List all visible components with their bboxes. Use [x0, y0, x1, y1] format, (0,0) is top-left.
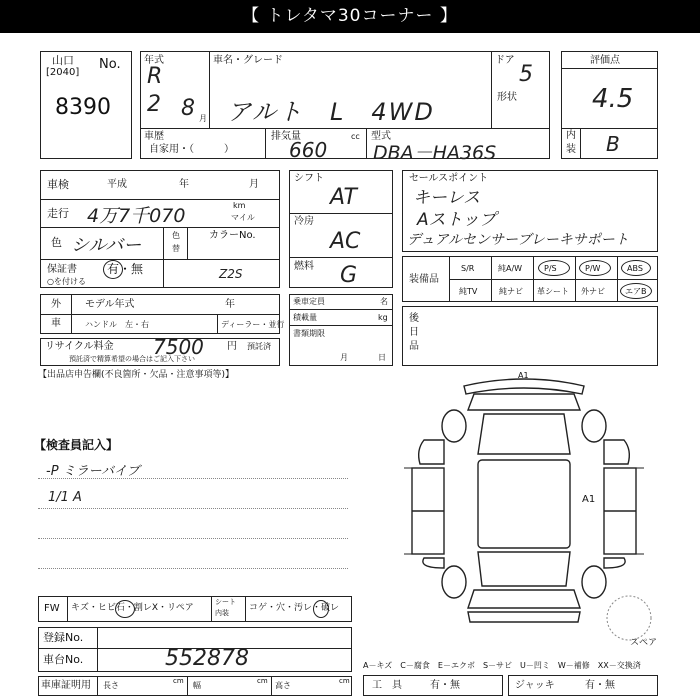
- page-banner: 【 トレタマ30コーナー 】: [0, 0, 700, 33]
- foreign-year-label: 年: [225, 299, 235, 310]
- capacity-box: [289, 294, 393, 366]
- vehicle-header-box: [140, 51, 550, 164]
- color-value: シルバー: [71, 235, 142, 256]
- equipment-item: 純TV: [459, 287, 478, 296]
- cert-height-label: 高さ: [275, 681, 291, 690]
- docs-day: 日: [378, 353, 386, 362]
- equipment-label: 装備品: [409, 274, 439, 285]
- displacement-value: 660: [289, 138, 328, 162]
- car-name-label: 車名・グレード: [213, 55, 283, 66]
- cert-unit: cm: [257, 677, 268, 685]
- chassis-value: 552878: [165, 646, 249, 671]
- foreign-handle-label: ハンドル 左・右: [85, 320, 149, 329]
- registration-label: 登録No.: [43, 631, 84, 644]
- fw-label: FW: [44, 603, 60, 614]
- docs-label: 書類期限: [293, 329, 325, 338]
- shift-ac-fuel-box: [289, 170, 393, 288]
- inspector-note-line: -P ミラーバイブ: [46, 464, 140, 479]
- interior-value: B: [606, 132, 620, 156]
- cert-unit: cm: [173, 677, 184, 685]
- lot-number: 8390: [55, 95, 111, 120]
- inspection-label: 車検: [47, 178, 69, 191]
- color-change-label-2: 替: [172, 244, 180, 253]
- equipment-item: 純A/W: [498, 264, 523, 273]
- damage-mark-side: A1: [582, 494, 596, 505]
- interior-label-2: 装: [566, 144, 576, 155]
- mileage-unit-mile: マイル: [231, 213, 255, 222]
- year-era: R: [147, 64, 163, 89]
- garage-cert-box: [38, 676, 352, 696]
- year-month-label: 月: [199, 114, 207, 123]
- seller-notes-label: 【出品店申告欄(不良箇所・欠品・注意事項等)】: [38, 370, 235, 380]
- tools-label: 工 具: [372, 680, 402, 691]
- equipment-selected-circle: [579, 260, 611, 276]
- equipment-item: P/S: [544, 264, 557, 273]
- grade-value: 4.5: [592, 84, 634, 114]
- mileage-unit-km: km: [233, 201, 246, 210]
- recycle-unit: 円: [227, 341, 237, 352]
- equipment-selected-circle: [538, 260, 570, 276]
- fuel-value: G: [340, 263, 358, 288]
- cert-width-label: 幅: [193, 681, 201, 690]
- color-change-label-1: 色: [172, 231, 180, 240]
- equipment-item: P/W: [585, 264, 601, 273]
- damage-mark-front: A1: [518, 371, 529, 380]
- shift-value: AT: [330, 185, 357, 210]
- color-no-value: Z2S: [219, 267, 243, 281]
- foreign-model-year-label: モデル年式: [85, 299, 135, 310]
- model-code-value: DBA－HA36S: [373, 142, 497, 164]
- capacity-unit: 名: [380, 297, 388, 306]
- mileage-label: 走行: [47, 207, 69, 220]
- foreign-dealer-label: ディーラー・並行: [221, 320, 285, 329]
- spare-label: スペア: [630, 638, 658, 648]
- displacement-unit: cc: [351, 132, 360, 141]
- sales-point-line: Aストップ: [417, 210, 497, 230]
- sales-points-label: セールスポイント: [409, 173, 489, 184]
- fw-sheet-label-2: 内装: [215, 609, 229, 617]
- grade-label: 評価点: [590, 55, 620, 66]
- jack-box: [508, 675, 658, 696]
- fw-selected-circle: [115, 600, 135, 618]
- venue-label: 山口: [52, 54, 74, 67]
- later-items-box: [402, 306, 658, 366]
- sales-point-line: キーレス: [413, 188, 481, 208]
- inspection-month: 月: [249, 179, 259, 190]
- vehicle-details-box: [40, 170, 280, 288]
- jack-label: ジャッキ: [515, 680, 555, 691]
- history-label: 車歴: [144, 131, 164, 142]
- aircon-value: AC: [330, 229, 361, 254]
- shape-label: 形状: [497, 92, 517, 103]
- cert-unit: cm: [339, 677, 350, 685]
- grade-box: [561, 51, 658, 159]
- registration-box: [38, 627, 352, 672]
- inspection-year: 年: [179, 179, 189, 190]
- sales-points-box: [402, 170, 658, 252]
- interior-label-1: 内: [566, 130, 576, 141]
- recycle-label: リサイクル料金: [45, 341, 114, 352]
- equipment-item: 革シート: [537, 287, 569, 296]
- venue-code: [2040]: [46, 67, 80, 78]
- cert-label: 車庫証明用: [41, 680, 91, 691]
- later-label: 品: [409, 341, 419, 352]
- equipment-box: [402, 256, 658, 302]
- fw-sheet-items: コゲ・穴・汚レ・破レ: [249, 603, 340, 613]
- warranty-label: 保証書: [47, 264, 77, 275]
- fuel-label: 燃料: [294, 261, 314, 272]
- car-name-value: アルト L 4WD: [227, 98, 435, 126]
- equipment-item: S/R: [461, 264, 475, 273]
- inspector-label: 【検査員記入】: [34, 438, 119, 452]
- displacement-label: 排気量: [271, 131, 301, 142]
- fw-sheet-label-1: シート: [215, 598, 236, 606]
- fw-items: キズ・ヒビ石・割レX・リペア: [71, 603, 194, 613]
- foreign-label-2: 車: [51, 318, 61, 329]
- capacity-label: 乗車定員: [293, 297, 325, 306]
- year-label: 年式: [144, 55, 164, 66]
- warranty-options: 有・無: [107, 262, 144, 276]
- inspection-era: 平成: [107, 179, 127, 190]
- shift-label: シフト: [294, 173, 324, 184]
- fw-sheet-selected-circle: [313, 600, 329, 618]
- equipment-item: ABS: [627, 264, 643, 273]
- year-month-value: 8: [181, 96, 195, 121]
- color-no-label: カラーNo.: [209, 230, 256, 241]
- docs-month: 月: [340, 353, 348, 362]
- lot-no-label: No.: [99, 57, 121, 72]
- load-unit: kg: [378, 313, 388, 322]
- chassis-label: 車台No.: [43, 653, 84, 666]
- model-code-label: 型式: [371, 131, 391, 142]
- year-value: 2: [147, 92, 161, 117]
- history-options: 自家用・（ ）: [149, 144, 234, 155]
- mileage-value: 4万7千070: [87, 205, 186, 227]
- tools-options: 有・無: [430, 680, 460, 691]
- equipment-item: 外ナビ: [581, 287, 605, 296]
- equipment-selected-circle: [621, 260, 651, 276]
- damage-legend: A－キズ C－腐食 E－エクボ S－サビ U－凹ミ W－補修 XX－交換済: [363, 661, 641, 670]
- foreign-car-box: [40, 294, 285, 334]
- tools-box: [363, 675, 503, 696]
- inspector-note-line: 1/1 A: [48, 490, 82, 505]
- car-damage-diagram: [404, 368, 654, 648]
- cert-length-label: 長さ: [103, 681, 119, 690]
- foreign-label-1: 外: [51, 299, 61, 310]
- lot-box: [40, 51, 132, 159]
- equipment-item: エアB: [625, 287, 647, 296]
- later-label: 日: [409, 327, 419, 338]
- jack-options: 有・無: [585, 680, 615, 691]
- sales-point-line: デュアルセンサーブレーキサポート: [407, 232, 629, 248]
- equipment-item: 純ナビ: [499, 287, 523, 296]
- aircon-label: 冷房: [294, 216, 314, 227]
- recycle-box: [40, 335, 280, 366]
- later-label: 後: [409, 313, 419, 324]
- warranty-note: ○を付ける: [47, 277, 86, 286]
- doors-label: ドア: [495, 55, 515, 66]
- doors-value: 5: [519, 62, 533, 87]
- color-label: 色: [51, 236, 62, 249]
- recycle-value: 7500: [153, 335, 204, 359]
- equipment-selected-circle: [620, 283, 652, 299]
- recycle-note: 預託済で精算希望の場合はご記入下さい: [69, 355, 195, 363]
- recycle-status: 預託済: [247, 342, 271, 351]
- warranty-selected-circle: [103, 260, 123, 279]
- load-label: 積載量: [293, 313, 317, 322]
- fw-box: [38, 596, 352, 622]
